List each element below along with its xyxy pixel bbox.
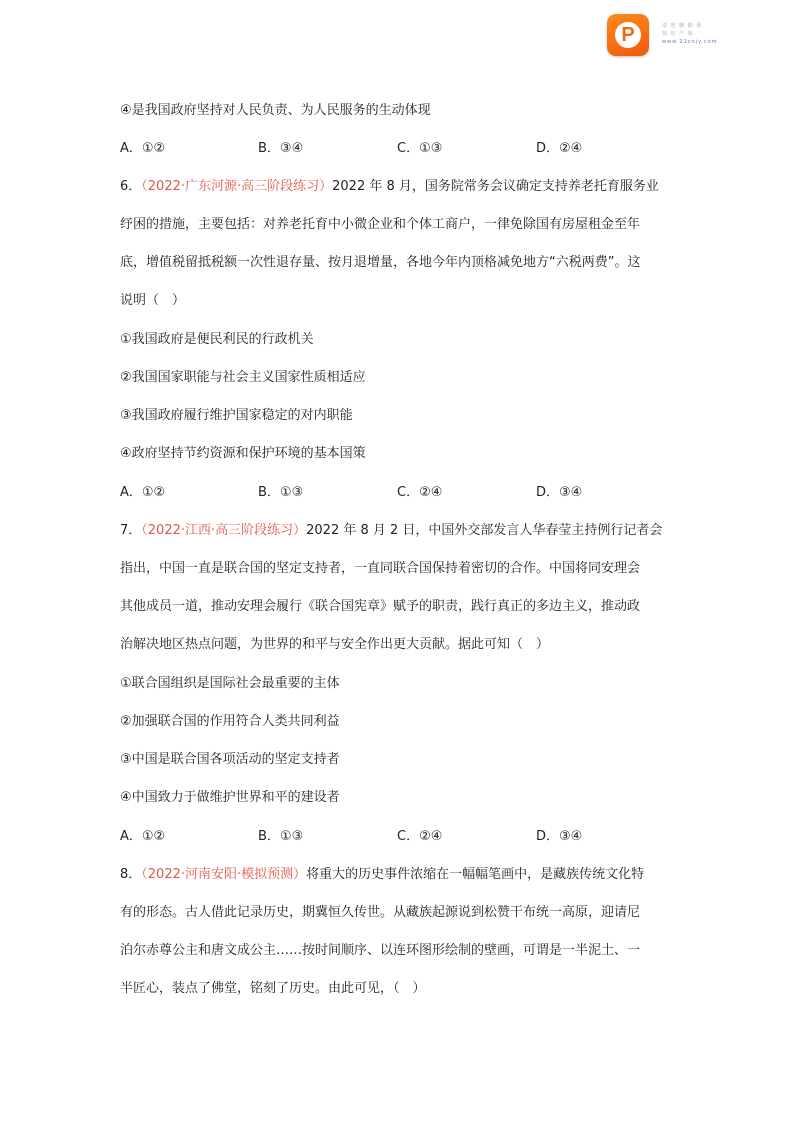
header-watermark-note bbox=[662, 22, 782, 46]
prev-item-4: ④是我国政府坚持对人民负责、为人民服务的生动体现 bbox=[120, 103, 431, 118]
note-line-2: 知 识 产 权 bbox=[662, 31, 694, 37]
q6-line-4: 说明（ ） bbox=[120, 293, 186, 308]
q8-line-4: 半匠心，装点了佛堂，铭刻了历史。由此可见，（ ） bbox=[120, 981, 426, 996]
q8-stem-start: 将重大的历史事件浓缩在一幅幅笔画中，是藏族传统文化特 bbox=[306, 867, 645, 882]
q6-line-1 bbox=[120, 177, 659, 197]
site-logo bbox=[607, 14, 651, 56]
option-d: D．②④ bbox=[536, 141, 583, 156]
q6-line-2: 纾困的措施，主要包括：对养老托育中小微企业和个体工商户，一律免除国有房屋租金至年 bbox=[120, 217, 641, 232]
note-line-1: 请 您 删 除 我 bbox=[662, 23, 703, 29]
q7-stem-start: 2022 年 8 月 2 日，中国外交部发言人华春莹主持例行记者会 bbox=[306, 523, 663, 538]
option-c: C．②④ bbox=[397, 829, 443, 844]
option-c: C．②④ bbox=[397, 485, 443, 500]
option-b: B．③④ bbox=[258, 141, 304, 156]
q7-line-2: 指出，中国一直是联合国的坚定支持者，一直同联合国保持着密切的合作。中国将同安理会 bbox=[120, 561, 641, 576]
q7-line-1 bbox=[120, 521, 662, 541]
q7-line-3: 其他成员一道，推动安理会履行《联合国宪章》赋予的职责，践行真正的多边主义，推动政 bbox=[120, 599, 641, 614]
q7-number: 7． bbox=[120, 523, 142, 538]
q8-number: 8． bbox=[120, 867, 142, 882]
q7-item-4: ④中国致力于做维护世界和平的建设者 bbox=[120, 790, 340, 805]
q8-line-1 bbox=[120, 865, 644, 885]
option-d: D．③④ bbox=[536, 829, 583, 844]
q6-source-tag: （2022·广东河源·高三阶段练习） bbox=[141, 179, 333, 194]
option-a: A．①② bbox=[120, 829, 166, 844]
q8-source-tag: （2022·河南安阳·模拟预测） bbox=[141, 867, 307, 882]
option-b: B．①③ bbox=[258, 829, 304, 844]
logo-letter: P bbox=[615, 22, 641, 48]
q7-options bbox=[120, 827, 680, 847]
q8-line-2: 有的形态。古人借此记录历史，期冀恒久传世。从藏族起源说到松赞干布统一高原，迎请尼 bbox=[120, 905, 641, 920]
option-a: A．①② bbox=[120, 141, 166, 156]
q6-options bbox=[120, 483, 680, 503]
option-b: B．①③ bbox=[258, 485, 304, 500]
logo-badge bbox=[607, 14, 649, 56]
q6-number: 6． bbox=[120, 179, 142, 194]
option-c: C．①③ bbox=[397, 141, 443, 156]
q6-item-3: ③我国政府履行维护国家稳定的对内职能 bbox=[120, 408, 353, 423]
q7-line-4: 治解决地区热点问题，为世界的和平与安全作出更大贡献。据此可知（ ） bbox=[120, 637, 550, 652]
q7-item-3: ③中国是联合国各项活动的坚定支持者 bbox=[120, 752, 340, 767]
prev-options bbox=[120, 139, 680, 159]
q6-item-1: ①我国政府是便民利民的行政机关 bbox=[120, 332, 314, 347]
q8-line-3: 泊尔赤尊公主和唐文成公主……按时间顺序、以连环图形绘制的壁画，可谓是一半泥土、一 bbox=[120, 943, 641, 958]
q7-source-tag: （2022·江西·高三阶段练习） bbox=[141, 523, 307, 538]
q6-line-3: 底，增值税留抵税额一次性退存量、按月退增量，各地今年内顶格减免地方“六税两费”。这 bbox=[120, 255, 641, 270]
note-line-3: www.21cnjy.com bbox=[662, 39, 718, 45]
option-a: A．①② bbox=[120, 485, 166, 500]
q7-item-2: ②加强联合国的作用符合人类共同利益 bbox=[120, 714, 340, 729]
q7-item-1: ①联合国组织是国际社会最重要的主体 bbox=[120, 676, 340, 691]
q6-stem-start: 2022 年 8 月，国务院常务会议确定支持养老托育服务业 bbox=[332, 179, 659, 194]
q6-item-4: ④政府坚持节约资源和保护环境的基本国策 bbox=[120, 446, 366, 461]
option-d: D．③④ bbox=[536, 485, 583, 500]
q6-item-2: ②我国国家职能与社会主义国家性质相适应 bbox=[120, 370, 366, 385]
